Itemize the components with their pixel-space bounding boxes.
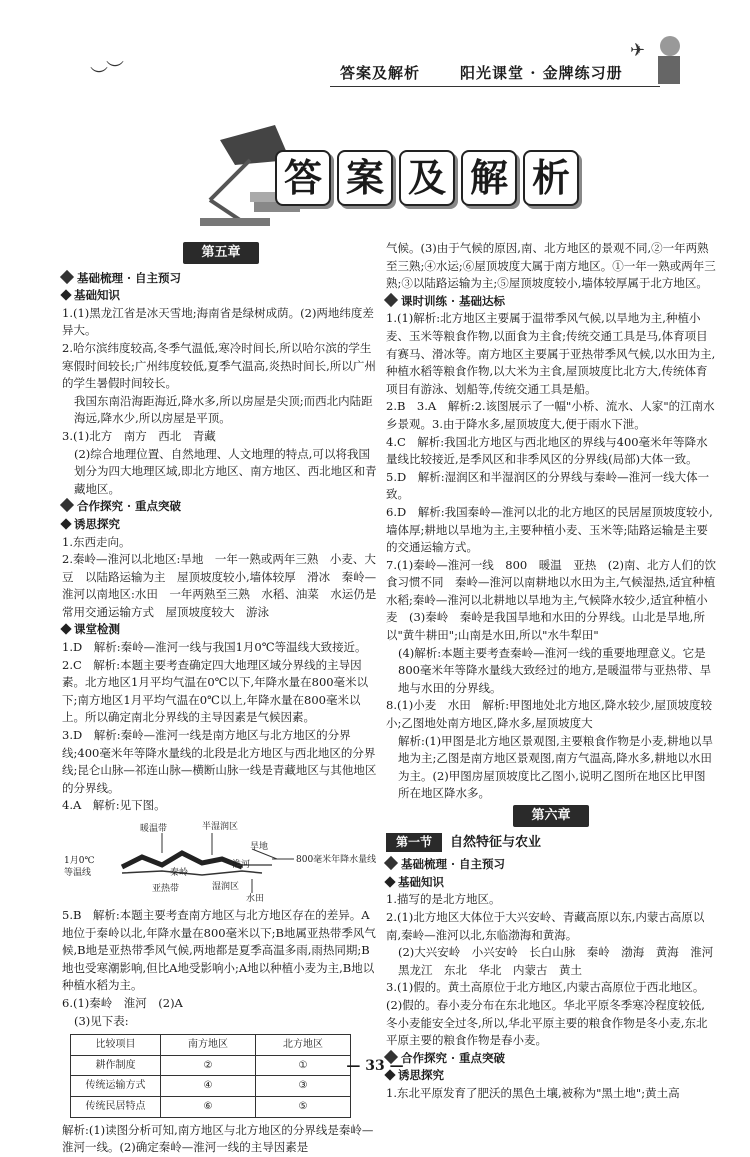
section-heading: 基础梳理 · 自主预习 xyxy=(386,856,716,874)
answer-paragraph: 1.D 解析:秦岭—淮河一线与我国1月0℃等温线大致接近。 xyxy=(62,640,367,655)
table-header-cell: 南方地区 xyxy=(161,1035,256,1056)
right-column xyxy=(386,240,725,1103)
answer-paragraph: (2)综合地理位置、自然地理、人文地理的特点,可以将我国划分为四大地理区域,即北方地区、南方地区、西北地区和青藏地区。 xyxy=(74,446,377,496)
decor-figure-icon xyxy=(640,28,700,88)
table-cell: 耕作制度 xyxy=(71,1055,161,1076)
bird-icon: ✈ xyxy=(630,40,646,61)
table-header-cell: 北方地区 xyxy=(256,1035,351,1056)
diamond-icon xyxy=(60,290,71,301)
diagram-label: 暖温带 xyxy=(140,824,168,834)
subsection-heading: 诱思探究 xyxy=(62,516,380,534)
answer-paragraph: 1.描写的是北方地区。 xyxy=(386,892,501,907)
table-header-row xyxy=(71,1035,351,1056)
left-column xyxy=(62,240,380,1157)
table-row xyxy=(71,1076,351,1097)
diamond-icon xyxy=(60,270,74,284)
table-cell: 传统运输方式 xyxy=(71,1076,161,1097)
table-row xyxy=(71,1096,351,1117)
answer-paragraph: 3.(1)北方 南方 西北 青藏 xyxy=(62,428,216,443)
diagram-label: 淮河 xyxy=(232,860,251,870)
table-row xyxy=(71,1055,351,1076)
subsection-heading: 基础知识 xyxy=(386,874,716,892)
banner-char: 解 xyxy=(461,150,517,206)
answer-paragraph: 1.(1)解析:北方地区主要属于温带季风气候,以旱地为主,种植小麦、玉米等粮食作物,以面食为主食;传统交通工具是马,体育项目有赛马、滑冰等。南方地区主要属于亚热带季风气候,以水田为主,种植水稻等粮食作物,以大米为主食,屋顶坡度比北方大,传统体育项目有游泳、划船等,传统交通工具是船。 xyxy=(386,311,716,396)
answer-paragraph: 1.(1)黑龙江省是冰天雪地;海南省是绿树成荫。(2)两地纬度差异大。 xyxy=(62,305,374,338)
answer-paragraph: 1.东北平原发育了肥沃的黑色土壤,被称为"黑土地";黄土高 xyxy=(386,1085,680,1100)
answer-paragraph: 5.B 解析:本题主要考查南方地区与北方地区存在的差异。A地位于秦岭以北,年降水量在800毫米以下;B地属亚热带季风气候,B地是亚热带季风气候,两地都是夏季高温多雨,雨热同期;B地也受寒潮影响,但比A地受影响小;A地以种植小麦为主,B地以种植水稻为主。 xyxy=(62,908,376,993)
diagram-label: 半湿润区 xyxy=(202,822,239,832)
bird-icon: ︶ xyxy=(90,66,108,87)
answer-paragraph: 8.(1)小麦 水田 解析:甲图地处北方地区,降水较少,屋顶坡度较小;乙图地处南方地区,降水多,屋顶坡度大 xyxy=(386,698,712,731)
answer-paragraph: 4.A 解析:见下图。 xyxy=(62,798,166,813)
banner-title xyxy=(275,150,579,206)
subsection-heading: 诱思探究 xyxy=(386,1067,716,1085)
diagram-label: 等温线 xyxy=(64,868,92,878)
answer-paragraph: 7.(1)秦岭—淮河一线 800 暖温 亚热 (2)南、北方人们的饮食习惯不同 秦岭—淮河以南耕地以水田为主,气候湿热,适宜种植水稻;秦岭—淮河以北耕地以旱地为主,气候降水较少,适宜种植小麦 (3)秦岭 秦岭是我国旱地和水田的分界线。山北是旱地,所以"黄牛耕田";山南是水田,所以"水牛犁田" xyxy=(386,557,716,643)
diagram-label: 旱地 xyxy=(250,842,269,852)
table-header-cell: 比较项目 xyxy=(71,1035,161,1056)
table-cell: ③ xyxy=(256,1076,351,1097)
table-cell: 传统民居特点 xyxy=(71,1096,161,1117)
lesson-heading xyxy=(386,833,716,853)
answer-paragraph: 气候。(3)由于气候的原因,南、北方地区的景观不同,②一年两熟至三熟;④水运;⑥屋顶坡度大属于南方地区。①一年一熟或两年三熟;③以陆路运输为主;⑤屋顶坡度较小,墙体较厚属于北方地区。 xyxy=(386,241,716,291)
table-cell: ⑥ xyxy=(161,1096,256,1117)
diamond-icon xyxy=(384,856,398,870)
answer-paragraph: 1.东西走向。 xyxy=(62,534,131,549)
diagram-label: 1月0℃ xyxy=(64,856,95,866)
table-cell: ② xyxy=(161,1055,256,1076)
answer-paragraph: 5.D 解析:湿润区和半湿润区的分界线与秦岭—淮河一线大体一致。 xyxy=(386,469,710,502)
answer-paragraph: 6.(1)秦岭 淮河 (2)A xyxy=(62,995,183,1010)
answer-paragraph: 4.C 解析:我国北方地区与西北地区的界线与400毫米年等降水量线比较接近,是季风区和非季风区的分界线(局部)大体一致。 xyxy=(386,434,708,467)
answer-paragraph: 2.(1)北方地区大体位于大兴安岭、青藏高原以东,内蒙古高原以南,秦岭—淮河以北,东临渤海和黄海。 xyxy=(386,909,705,942)
title-banner xyxy=(180,120,580,230)
diamond-icon xyxy=(384,293,398,307)
answer-paragraph: (3)见下表: xyxy=(74,1013,129,1028)
chapter-heading: 第六章 xyxy=(386,805,716,827)
header-series: 阳光课堂 · 金牌练习册 xyxy=(460,64,623,82)
table-cell: ⑤ xyxy=(256,1096,351,1117)
banner-char: 析 xyxy=(523,150,579,206)
lesson-name: 自然特征与农业 xyxy=(450,834,542,850)
lesson-tag: 第一节 xyxy=(386,833,442,853)
section-heading: 课时训练 · 基础达标 xyxy=(386,293,716,311)
banner-char: 及 xyxy=(399,150,455,206)
answer-paragraph: 2.C 解析:本题主要考查确定四大地理区域分界线的主导因素。北方地区1月平均气温在0℃以下,年降水量在800毫米以下;南方地区1月平均气温在0℃以上,年降水量在800毫米以上。所以确定南北分界线的主导因素是气候因素。 xyxy=(62,657,369,725)
section-heading: 基础梳理 · 自主预习 xyxy=(62,270,380,288)
section-heading: 合作探究 · 重点突破 xyxy=(62,498,380,516)
banner-char: 答 xyxy=(275,150,331,206)
bird-icon: ︶ xyxy=(106,60,124,81)
answer-paragraph: 2.秦岭—淮河以北地区:旱地 一年一熟或两年三熟 小麦、大豆 以陆路运输为主 屋顶坡度较小,墙体较厚 滑冰 秦岭—淮河以南地区:水田 一年两熟至三熟 水稻、油菜 水运仍是常用交通运输方式 屋顶坡度较大 游泳 xyxy=(62,552,377,619)
diagram-label: 水田 xyxy=(246,894,265,904)
answer-paragraph: 解析:(1)甲图是北方地区景观图,主要粮食作物是小麦,耕地以旱地为主;乙图是南方地区景观图,南方气温高,降水多,耕地以水田为主。(2)甲图房屋顶坡度比乙图小,说明乙图所在地区比甲图所在地区降水多。 xyxy=(398,733,713,801)
diagram-label: 秦岭 xyxy=(170,868,189,878)
page-header xyxy=(0,0,750,100)
diamond-icon xyxy=(60,498,74,512)
header-title: 答案及解析 xyxy=(340,64,421,82)
subsection-heading: 课堂检测 xyxy=(62,621,380,639)
answer-paragraph: (4)解析:本题主要考查秦岭—淮河一线的重要地理意义。它是800毫米年等降水量线大致经过的地方,是暖温带与亚热带、旱地与水田的分界线。 xyxy=(398,645,712,695)
section-heading: 合作探究 · 重点突破 xyxy=(386,1050,716,1068)
table-cell: ④ xyxy=(161,1076,256,1097)
boundary-diagram xyxy=(62,819,380,904)
answer-paragraph: 2.B 3.A 解析:2.该图展示了一幅"小桥、流水、人家"的江南水乡景观。3.由于降水多,屋顶坡度大,便于雨水下泄。 xyxy=(386,399,715,431)
diagram-label: 亚热带 xyxy=(152,884,180,894)
answer-paragraph: 3.D 解析:秦岭—淮河一线是南方地区与北方地区的分界线;400毫米年等降水量线的北段是北方地区与西北地区的分界线;昆仑山脉—祁连山脉—横断山脉一线是青藏地区与其他地区的分界线。 xyxy=(62,728,377,795)
comparison-table xyxy=(70,1034,351,1117)
page-number: — 33 — xyxy=(346,1058,404,1074)
header-rule xyxy=(330,86,660,87)
table-cell: ① xyxy=(256,1055,351,1076)
answer-paragraph: 2.哈尔滨纬度较高,冬季气温低,寒冷时间长,所以哈尔滨的学生寒假时间较长;广州纬度较低,夏季气温高,炎热时间长,所以广州的学生暑假时间较长。 xyxy=(62,340,376,391)
subsection-heading: 基础知识 xyxy=(62,287,380,305)
answer-paragraph: 解析:(1)读图分析可知,南方地区与北方地区的分界线是秦岭—淮河一线。(2)确定秦岭—淮河一线的主导因素是 xyxy=(62,1122,374,1155)
answer-paragraph: 我国东南沿海距海近,降水多,所以房屋是尖顶;而西北内陆距海远,降水少,所以房屋是平顶。 xyxy=(74,393,373,426)
answer-paragraph: 3.(1)假的。黄土高原位于北方地区,内蒙古高原位于西北地区。(2)假的。春小麦分布在东北地区。华北平原冬季寒冷程度较低,冬小麦能安全过冬,所以,华北平原主要的粮食作物是冬小麦,东北平原主要的粮食作物是春小麦。 xyxy=(386,980,708,1048)
diamond-icon xyxy=(384,876,395,887)
chapter-heading: 第五章 xyxy=(62,242,380,264)
diamond-icon xyxy=(60,518,71,529)
diagram-label: 湿润区 xyxy=(212,882,240,892)
answer-paragraph: (2)大兴安岭 小兴安岭 长白山脉 秦岭 渤海 黄海 淮河 黑龙江 东北 华北 内蒙古 黄土 xyxy=(398,945,725,977)
banner-char: 案 xyxy=(337,150,393,206)
diagram-label: 800毫米年降水量线 xyxy=(296,855,377,865)
answer-paragraph: 6.D 解析:我国秦岭—淮河以北的北方地区的民居屋顶坡度较小,墙体厚;耕地以旱地为主,主要种植小麦、玉米等;陆路运输是主要的交通运输方式。 xyxy=(386,504,713,555)
diamond-icon xyxy=(60,624,71,635)
